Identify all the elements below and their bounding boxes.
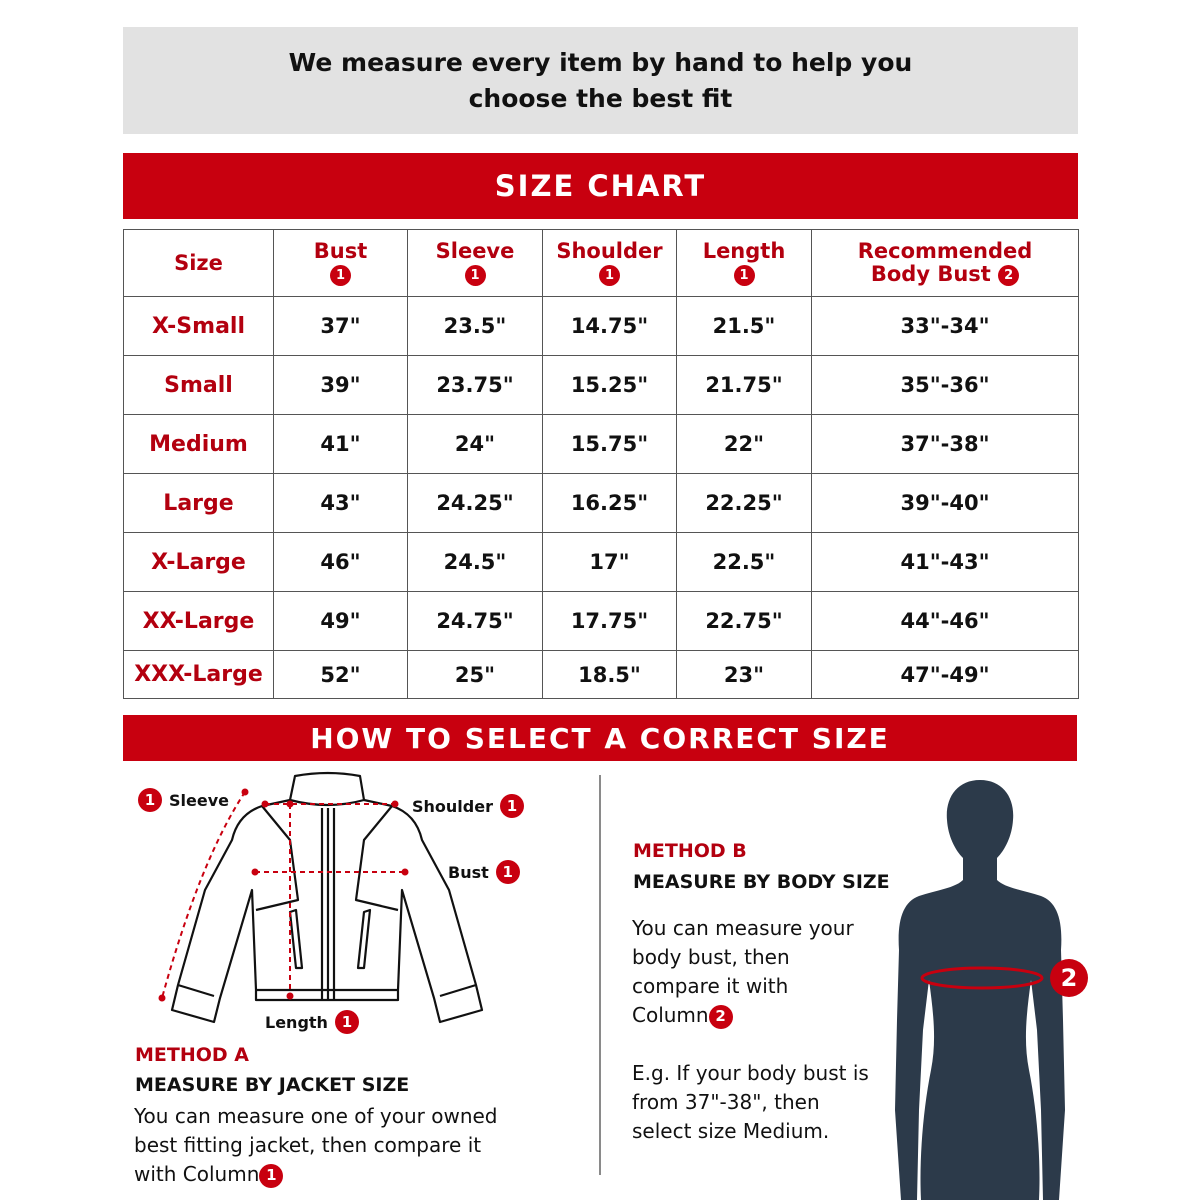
badge-1-icon: 1	[330, 265, 351, 286]
size-cell: Large	[124, 474, 274, 533]
length-label: Length 1	[265, 1010, 359, 1034]
body-bust-cell: 47"-49"	[812, 651, 1079, 699]
bust-cell: 39"	[274, 356, 408, 415]
size-chart-table	[123, 229, 1079, 699]
size-cell: XXX-Large	[124, 651, 274, 699]
badge-2-icon: 2	[998, 265, 1019, 286]
length-cell: 23"	[677, 651, 812, 699]
shoulder-cell: 16.25"	[543, 474, 677, 533]
badge-1-icon: 1	[259, 1164, 283, 1188]
table-row	[124, 651, 1079, 699]
header-bust: Bust 1	[274, 230, 408, 297]
length-cell: 22.25"	[677, 474, 812, 533]
badge-1-icon: 1	[465, 265, 486, 286]
how-to-select-title: HOW TO SELECT A CORRECT SIZE	[123, 715, 1077, 761]
body-bust-cell: 33"-34"	[812, 297, 1079, 356]
badge-1-icon: 1	[496, 860, 520, 884]
method-b-subtitle: MEASURE BY BODY SIZE	[633, 871, 890, 893]
shoulder-cell: 14.75"	[543, 297, 677, 356]
size-chart-title: SIZE CHART	[123, 153, 1078, 219]
sleeve-cell: 24.5"	[408, 533, 543, 592]
size-cell: Medium	[124, 415, 274, 474]
size-cell: Small	[124, 356, 274, 415]
method-a-text: You can measure one of your owned best fitting jacket, then compare it with Column 1	[134, 1104, 498, 1186]
shoulder-cell: 15.75"	[543, 415, 677, 474]
badge-1-icon: 1	[138, 788, 162, 812]
size-cell: X-Small	[124, 297, 274, 356]
shoulder-cell: 15.25"	[543, 356, 677, 415]
shoulder-label: Shoulder 1	[412, 794, 524, 818]
length-cell: 21.5"	[677, 297, 812, 356]
length-cell: 21.75"	[677, 356, 812, 415]
badge-1-icon: 1	[599, 265, 620, 286]
bust-cell: 49"	[274, 592, 408, 651]
badge-1-icon: 1	[734, 265, 755, 286]
body-bust-cell: 41"-43"	[812, 533, 1079, 592]
method-b-text: You can measure your body bust, then compare it with Column 2	[632, 916, 854, 1027]
body-bust-badge-icon: 2	[1050, 959, 1088, 997]
badge-1-icon: 1	[500, 794, 524, 818]
sleeve-cell: 24.75"	[408, 592, 543, 651]
size-cell: XX-Large	[124, 592, 274, 651]
table-row	[124, 592, 1079, 651]
body-bust-cell: 44"-46"	[812, 592, 1079, 651]
bust-cell: 43"	[274, 474, 408, 533]
sleeve-cell: 23.75"	[408, 356, 543, 415]
header-shoulder: Shoulder 1	[543, 230, 677, 297]
table-row	[124, 356, 1079, 415]
intro-line-2: choose the best fit	[468, 83, 733, 113]
badge-1-icon: 1	[335, 1010, 359, 1034]
method-b-title: METHOD B	[633, 840, 747, 862]
body-bust-cell: 37"-38"	[812, 415, 1079, 474]
table-header-row	[124, 230, 1079, 297]
length-cell: 22"	[677, 415, 812, 474]
length-cell: 22.75"	[677, 592, 812, 651]
shoulder-cell: 17"	[543, 533, 677, 592]
length-cell: 22.5"	[677, 533, 812, 592]
size-cell: X-Large	[124, 533, 274, 592]
shoulder-cell: 18.5"	[543, 651, 677, 699]
bust-cell: 52"	[274, 651, 408, 699]
method-a-title: METHOD A	[135, 1044, 249, 1066]
header-length: Length 1	[677, 230, 812, 297]
method-b-example: E.g. If your body bust is from 37"-38", then select size Medium.	[632, 1061, 869, 1143]
bust-label: Bust 1	[448, 860, 520, 884]
bust-cell: 37"	[274, 297, 408, 356]
body-bust-cell: 39"-40"	[812, 474, 1079, 533]
header-sleeve: Sleeve 1	[408, 230, 543, 297]
sleeve-cell: 24"	[408, 415, 543, 474]
column-divider	[599, 775, 601, 1175]
sleeve-cell: 24.25"	[408, 474, 543, 533]
table-row	[124, 474, 1079, 533]
intro-line-1: We measure every item by hand to help you	[288, 47, 913, 77]
bust-cell: 46"	[274, 533, 408, 592]
sleeve-cell: 25"	[408, 651, 543, 699]
intro-banner	[123, 27, 1078, 134]
header-recommended-body-bust: Recommended Body Bust 2	[812, 230, 1079, 297]
table-row	[124, 415, 1079, 474]
sleeve-label: 1 Sleeve	[138, 788, 229, 812]
sleeve-cell: 23.5"	[408, 297, 543, 356]
table-row	[124, 533, 1079, 592]
header-size: Size	[124, 230, 274, 297]
badge-2-icon: 2	[709, 1005, 733, 1029]
method-a-subtitle: MEASURE BY JACKET SIZE	[135, 1074, 410, 1096]
body-bust-cell: 35"-36"	[812, 356, 1079, 415]
bust-cell: 41"	[274, 415, 408, 474]
shoulder-cell: 17.75"	[543, 592, 677, 651]
table-row	[124, 297, 1079, 356]
